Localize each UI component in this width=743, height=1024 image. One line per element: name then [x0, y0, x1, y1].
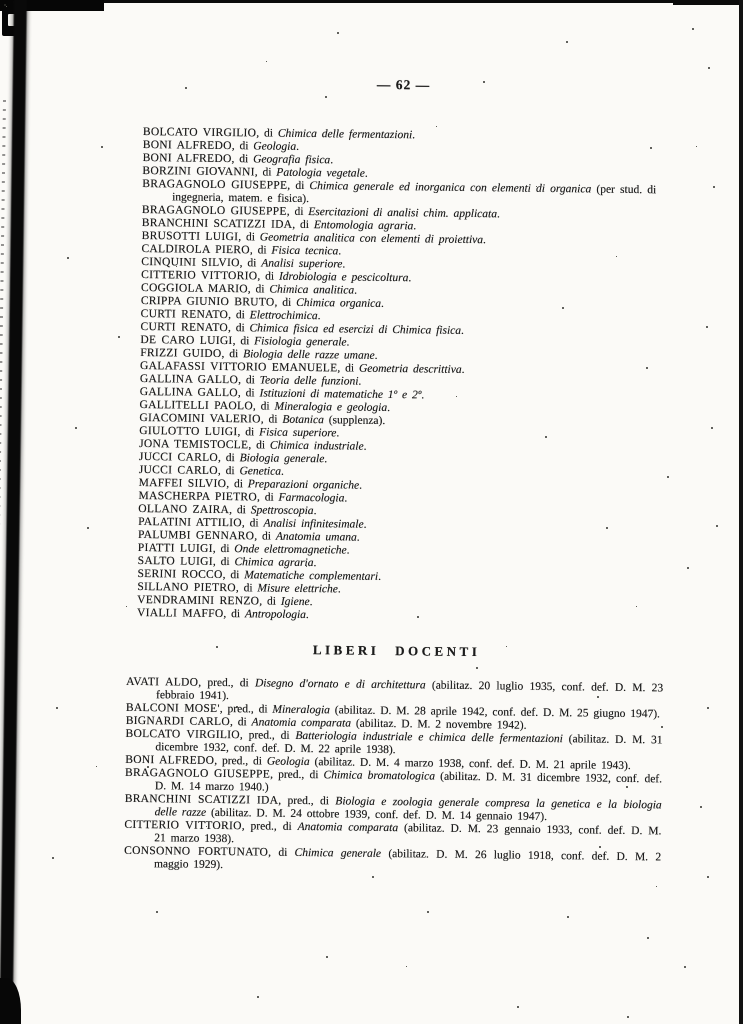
- entry-tail: .: [336, 427, 340, 440]
- subject-title: Geologia: [253, 140, 297, 153]
- subject-title: Onde elettromagnetiche: [234, 543, 347, 557]
- entry-tail: .: [305, 609, 309, 622]
- entry-separator: , pred., di: [241, 820, 298, 833]
- subject-title: Chimica industriale: [269, 439, 364, 453]
- subject-title: Elettrochimica: [249, 309, 318, 323]
- subject-title: Biologia e zoologia generale compresa la genetica e la biologia delle razze: [154, 795, 662, 819]
- person-name: CURTI RENATO: [140, 307, 229, 322]
- entry-separator: , di: [286, 205, 309, 219]
- person-name: CALDIROLA PIERO: [141, 242, 250, 257]
- entry-tail: .: [413, 220, 417, 233]
- entry-tail: .: [496, 208, 500, 221]
- subject-title: Chimica generale ed inorganica con elementi di organica: [309, 180, 592, 196]
- entry-separator: , di: [249, 244, 272, 257]
- entry-tail: .: [338, 245, 342, 258]
- entry-separator: , di: [228, 309, 250, 322]
- person-name: JUCCI CARLO: [138, 463, 218, 477]
- subject-title: Geometria descrittiva: [358, 362, 462, 376]
- entry-tail: .: [363, 440, 367, 453]
- entry-separator: , di: [231, 140, 254, 153]
- subject-title: Analisi infinitesimale: [263, 517, 364, 531]
- entry-separator: , di: [254, 166, 277, 179]
- subject-title: Fisiologia generale: [254, 335, 347, 349]
- entry-separator: , pred., di: [239, 729, 296, 742]
- subject-title: Batteriologia industriale e chimica delle fermentazioni: [295, 729, 563, 746]
- person-name: JONA TEMISTOCLE: [139, 437, 249, 452]
- person-name: CRIPPA GIUNIO BRUTO: [140, 294, 275, 309]
- person-name: BONI ALFREDO: [125, 753, 215, 767]
- person-name: BOLCATO VIRGILIO: [125, 727, 240, 742]
- entry-tail: .: [324, 453, 328, 466]
- subject-title: Biologia delle razze umane: [243, 348, 375, 362]
- person-name: MAFFEI SILVIO: [138, 476, 227, 491]
- subject-title: Mineralogia e geologia: [274, 400, 388, 415]
- entry-tail: .: [330, 154, 334, 167]
- subject-title: Preparazioni organiche: [247, 478, 360, 492]
- subject-title: Geometria analitica con elementi di proiettiva: [259, 231, 484, 247]
- subject-title: Chimica bromatologica: [323, 769, 436, 783]
- person-name: BORZINI GIOVANNI: [142, 164, 255, 179]
- entry-separator: , di: [257, 270, 280, 283]
- entry-tail: (abilitaz. D. M. 24 ottobre 1939, conf. def. D. M. 14 gennaio 1947).: [206, 806, 548, 823]
- person-name: SERINI ROCCO: [137, 567, 223, 582]
- person-name: PALATINI ATTILIO: [138, 515, 243, 530]
- entry-separator: , di: [229, 716, 252, 729]
- entry-separator: , di: [237, 426, 260, 439]
- entry-tail: .: [460, 324, 465, 337]
- person-name: PIATTI LUIGI: [137, 541, 213, 555]
- person-name: AVATI ALDO: [126, 675, 199, 689]
- entry-separator: , di: [252, 400, 275, 413]
- subject-title: Anatomia comparata: [251, 716, 352, 730]
- person-name: JUCCI CARLO: [138, 450, 219, 464]
- entry-tail: .: [309, 596, 313, 609]
- entry-separator: , di: [221, 347, 244, 361]
- entry-separator: , di: [292, 218, 314, 232]
- entry-separator: , di: [268, 846, 295, 859]
- entry-tail: .: [408, 272, 412, 285]
- person-name: BALCONI MOSE': [125, 701, 220, 715]
- subject-title: Idrobiologia e pescicoltura: [278, 270, 409, 285]
- subject-title: Chimica delle fermentazioni: [277, 127, 413, 142]
- entry-separator: , di: [217, 451, 240, 465]
- entry-separator: , pred., di: [278, 794, 336, 808]
- entry-separator: , di: [287, 179, 310, 193]
- subject-title: Disegno d'ornato e di architettura: [254, 677, 426, 692]
- subject-title: Istituzioni di matematiche 1º e 2º: [259, 387, 422, 402]
- person-name: BRANCHINI SCATIZZI IDA: [124, 792, 279, 807]
- person-name: COGGIOLA MARIO: [140, 281, 248, 296]
- person-name: CONSONNO FORTUNATO: [124, 844, 269, 859]
- person-name: BRANCHINI SCATIZZI IDA: [141, 216, 293, 231]
- entry-separator: , di: [254, 530, 276, 543]
- subject-title: Geografia fisica: [253, 153, 331, 167]
- entry-separator: , pred., di: [270, 768, 324, 782]
- entry-separator: , di: [237, 387, 260, 400]
- entry-tail: .: [280, 465, 284, 478]
- entry-tail: .: [461, 363, 465, 376]
- entry-separator: , di: [217, 464, 240, 478]
- person-name: GIULOTTO LUIGI: [139, 424, 238, 439]
- subject-title: Matematiche complementari: [244, 569, 379, 583]
- entry-tail: (supplenza).: [323, 414, 386, 427]
- entry-tail: (abilitaz. D. M. 2 novembre 1942).: [350, 717, 527, 732]
- entry-tail: .: [342, 258, 346, 271]
- person-name: FRIZZI GUIDO: [140, 346, 222, 360]
- entry-tail: (abilitaz. D. M. 23 gennaio 1933, conf. def. D. M. 21 marzo 1938).: [154, 822, 662, 846]
- entry-separator: , di: [223, 608, 246, 621]
- entry-separator: , di: [227, 322, 250, 335]
- subject-title: Esercitazioni di analisi chim. applicata: [308, 206, 498, 221]
- person-name: PALUMBI GENNARO: [137, 528, 255, 543]
- entry-separator: , di: [239, 257, 262, 270]
- section-heading: LIBERI DOCENTI: [312, 642, 481, 660]
- entry-separator: , di: [232, 335, 255, 348]
- entry-tail: (per stud. di ingegneria, matem. e fisica).: [172, 183, 657, 206]
- entry-tail: .: [296, 140, 300, 153]
- subject-title: Analisi superiore: [261, 257, 343, 271]
- person-name: CITTERIO VITTORIO: [141, 268, 258, 283]
- subject-title: Biologia generale: [239, 452, 325, 466]
- entry-separator: , pred., di: [198, 676, 256, 690]
- entry-separator: , di: [256, 127, 278, 140]
- entry-tail: .: [346, 336, 350, 349]
- subject-title: Anatomia umana: [275, 530, 357, 544]
- entry-tail: .: [374, 349, 378, 362]
- person-name: GALAFASSI VITTORIO EMANUELE: [139, 359, 338, 375]
- person-name: GALLINA GALLO: [139, 385, 239, 400]
- page-number: — 62 —: [376, 76, 431, 93]
- entry-tail: .: [358, 375, 362, 388]
- subject-title: Antropologia: [244, 608, 307, 622]
- subject-title: Patologia vegetale: [276, 166, 365, 180]
- person-name: GALLINA GALLO: [139, 372, 239, 387]
- entry-separator: , di: [241, 517, 264, 530]
- subject-title: Geologia: [266, 755, 310, 769]
- subject-title: Anatomia comparata: [297, 820, 399, 835]
- person-name: VIALLI MAFFO: [136, 606, 224, 621]
- entry-separator: , di: [238, 374, 260, 387]
- entry-tail: .: [359, 479, 363, 492]
- entry-tail: .: [412, 129, 416, 142]
- subject-title: Misure elettriche: [257, 582, 338, 596]
- person-name: BRAGAGNOLO GIUSEPPE: [141, 203, 287, 218]
- entry-tail: .: [346, 544, 350, 557]
- person-name: OLLANO ZAIRA: [138, 502, 230, 517]
- entry-tail: .: [364, 167, 368, 180]
- subject-title: Chimica agraria: [234, 556, 314, 570]
- entry-tail: (abilitaz. D. M. 4 marzo 1938, conf. def. D. M. 21 aprile 1943).: [309, 756, 631, 773]
- scan-artifact-top-right: [673, 0, 743, 5]
- entry-separator: , di: [212, 555, 235, 569]
- professors-subjects-list: [137, 126, 657, 626]
- entry-tail: .: [378, 570, 382, 583]
- entry-separator: , pred., di: [219, 702, 273, 716]
- person-name: CITTERIO VITTORIO: [124, 818, 242, 833]
- person-name: BOLCATO VIRGILIO: [142, 126, 257, 140]
- subject-title: Botanica: [282, 413, 324, 427]
- person-name: DE CARO LUIGI: [140, 333, 233, 348]
- docente-entry: [124, 845, 661, 878]
- entry-tail: .: [421, 389, 425, 402]
- entry-separator: , di: [229, 504, 251, 517]
- subject-title: Entomologia agraria: [313, 219, 414, 233]
- person-name: BRAGAGNOLO GIUSEPPE: [142, 177, 288, 192]
- entry-tail: .: [363, 518, 367, 531]
- entry-tail: (abilitaz. D. M. 28 aprile 1942, conf. def. D. M. 25 giugno 1947).: [329, 704, 661, 721]
- entry-tail: .: [380, 297, 385, 310]
- entry-separator: , di: [235, 582, 258, 595]
- liberi-docenti-list: [124, 676, 663, 878]
- entry-separator: , di: [247, 283, 270, 296]
- person-name: SALTO LUIGI: [137, 554, 214, 568]
- person-name: SILLANO PIETRO: [137, 580, 236, 595]
- entry-tail: .: [387, 402, 391, 415]
- person-name: GIACOMINI VALERIO: [139, 411, 261, 426]
- entry-separator: , di: [231, 153, 254, 166]
- subject-title: Spettroscopia: [250, 504, 314, 518]
- entry-tail: .: [313, 505, 317, 518]
- entry-separator: , di: [274, 296, 297, 309]
- entry-separator: , di: [226, 478, 248, 491]
- entry-tail: .: [337, 583, 341, 596]
- entry-separator: , di: [259, 595, 281, 608]
- person-name: BONI ALFREDO: [142, 138, 232, 153]
- entry-separator: , di: [260, 413, 283, 426]
- person-name: CURTI RENATO: [140, 320, 229, 335]
- entry-separator: , di: [212, 542, 235, 556]
- person-name: MASCHERPA PIETRO: [138, 489, 258, 504]
- person-name: BIGNARDI CARLO: [125, 714, 231, 729]
- entry-separator: , di: [256, 491, 279, 504]
- subject-title: Chimica analitica: [269, 283, 355, 297]
- entry-separator: , pred., di: [214, 754, 267, 768]
- entry-separator: , di: [337, 362, 360, 375]
- subject-title: Chimica fisica ed esercizi di Chimica fisica: [249, 322, 462, 337]
- entry-tail: (abilitaz. D. M. 31 dicembre 1932, conf. def. D. M. 22 aprile 1938).: [155, 733, 663, 757]
- subject-title: Farmacologia: [278, 491, 345, 505]
- subject-title: Fisica tecnica: [271, 244, 339, 258]
- entry-tail: (abilitaz. D. M. 31 dicembre 1932, conf. def. D. M. 14 marzo 1940.): [154, 770, 663, 794]
- entry-separator: , di: [222, 569, 245, 582]
- subject-title: Igiene: [280, 595, 310, 609]
- entry-tail: .: [482, 234, 487, 247]
- subject-title: Mineralogia: [272, 703, 331, 717]
- entry-tail: .: [344, 492, 348, 505]
- subject-title: Chimica generale: [294, 846, 382, 860]
- person-name: BONI ALFREDO: [142, 151, 232, 166]
- subject-title: Genetica: [239, 465, 282, 478]
- entry-separator: , di: [248, 439, 271, 452]
- subject-title: Fisica superiore: [259, 426, 337, 440]
- entry-tail: (abilitaz. D. M. 26 luglio 1918, conf. def. D. M. 2 maggio 1929).: [153, 847, 662, 872]
- entry-separator: , di: [238, 231, 260, 244]
- subject-title: Teoria delle funzioni: [259, 374, 359, 388]
- person-name: CINQUINI SILVIO: [141, 255, 240, 270]
- person-name: BRAGAGNOLO GIUSEPPE: [125, 766, 271, 781]
- person-name: VENDRAMINI RENZO: [137, 593, 260, 608]
- entry-tail: .: [356, 531, 360, 544]
- person-name: BRUSOTTI LUIGI: [141, 229, 239, 244]
- entry-tail: (abilitaz. 20 luglio 1935, conf. def. D. M. 23 febbraio 1941).: [155, 679, 664, 703]
- entry-tail: .: [313, 557, 317, 570]
- person-name: GALLITELLI PAOLO: [139, 398, 254, 413]
- subject-title: Chimica organica: [296, 296, 382, 310]
- entry-tail: .: [317, 310, 321, 323]
- entry-tail: .: [354, 284, 358, 297]
